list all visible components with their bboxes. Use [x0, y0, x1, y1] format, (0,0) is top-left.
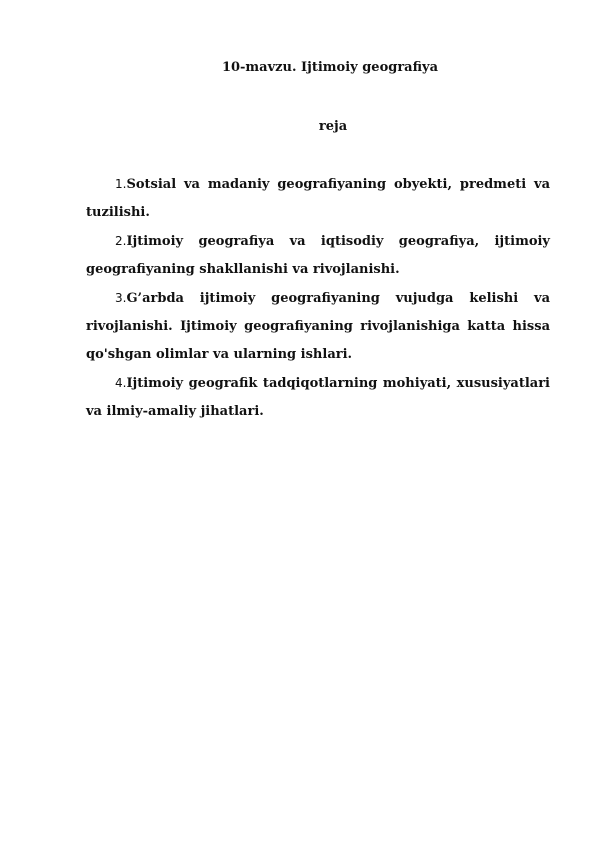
plan-item-text: Ijtimoiy geografiya va iqtisodiy geografiya, ijtimoiy geografiyaning shakllanishi va rivojlanishi. — [86, 234, 550, 277]
plan-item-text: Sotsial va madaniy geografiyaning obyekti, predmeti va tuzilishi. — [86, 177, 550, 220]
plan-item-number: 1. — [115, 177, 127, 191]
document-title: 10-mavzu. Ijtimoiy geografiya — [221, 60, 439, 75]
plan-item-4 — [86, 369, 550, 426]
plan-item-text: Ijtimoiy geografik tadqiqotlarning mohiyati, xususiyatlari va ilmiy-amaliy jihatlari. — [86, 376, 550, 419]
plan-heading: reja — [318, 119, 348, 134]
plan-item-2 — [86, 227, 550, 284]
plan-list — [86, 170, 550, 426]
plan-item-text: G’arbda ijtimoiy geografiyaning vujudga kelishi va rivojlanishi. Ijtimoiy geografiyaning rivojlanishiga katta hissa qo'shgan olimlar va ularning ishlari. — [86, 291, 550, 362]
plan-item-number: 3. — [115, 291, 127, 305]
plan-item-1 — [86, 170, 550, 227]
plan-item-number: 2. — [115, 234, 127, 248]
plan-item-number: 4. — [115, 376, 127, 390]
plan-item-3 — [86, 284, 550, 369]
